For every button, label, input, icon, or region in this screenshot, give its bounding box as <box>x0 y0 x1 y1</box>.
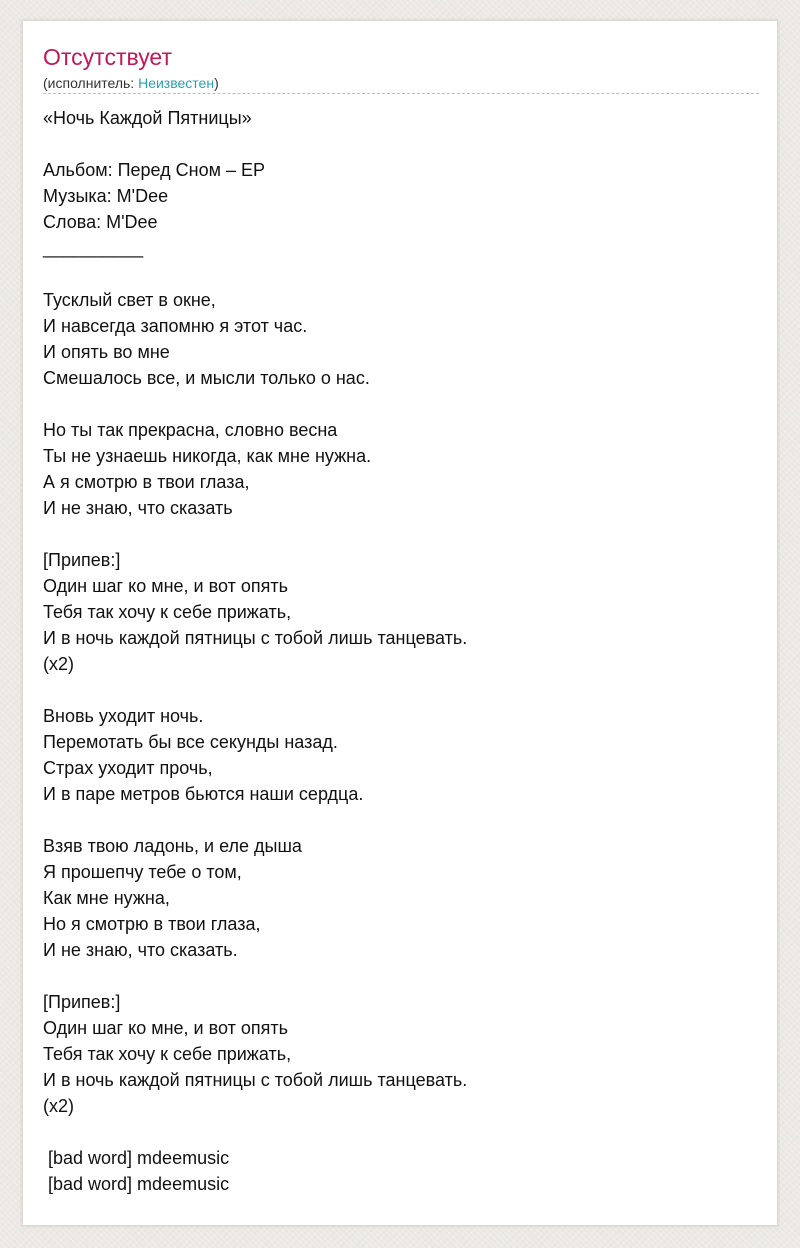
lyrics-line: И навсегда запомню я этот час. <box>43 316 308 336</box>
lyrics-line: Один шаг ко мне, и вот опять <box>43 576 288 596</box>
lyrics-line: [bad word] mdeemusic <box>43 1148 230 1168</box>
lyrics-blank-line <box>43 677 759 703</box>
lyrics-line: Тебя так хочу к себе прижать, <box>43 1044 292 1064</box>
lyrics-line: Альбом: Перед Сном – EP <box>43 160 266 180</box>
lyrics-line: Перемотать бы все секунды назад. <box>43 732 338 752</box>
lyrics-line: (x2) <box>43 654 74 674</box>
lyrics-line: Музыка: M'Dee <box>43 186 169 206</box>
lyrics-blank-line <box>43 521 759 547</box>
lyrics-line: А я смотрю в твои глаза, <box>43 472 250 492</box>
lyrics-line: Тусклый свет в окне, <box>43 290 216 310</box>
lyrics-line: [Припев:] <box>43 550 121 570</box>
lyrics-line: Но я смотрю в твои глаза, <box>43 914 261 934</box>
lyrics-line: И в паре метров бьются наши сердца. <box>43 784 364 804</box>
artist-suffix: ) <box>214 75 219 91</box>
artist-prefix: (исполнитель: <box>43 75 139 91</box>
song-title: Отсутствует <box>43 44 172 70</box>
lyrics-blank-line <box>43 1119 759 1145</box>
lyrics-line: Взяв твою ладонь, и еле дыша <box>43 836 302 856</box>
lyrics-blank-line <box>43 807 759 833</box>
lyrics-line: Как мне нужна, <box>43 888 170 908</box>
lyrics-line: Смешалось все, и мысли только о нас. <box>43 368 370 388</box>
lyrics-line: И опять во мне <box>43 342 170 362</box>
lyrics-blank-line <box>43 391 759 417</box>
lyrics-line: И не знаю, что сказать. <box>43 940 238 960</box>
lyrics-line: __________ <box>43 238 144 258</box>
artist-line <box>43 74 219 92</box>
lyrics-blank-line <box>43 261 759 287</box>
lyrics-blank-line <box>43 131 759 157</box>
lyrics-line: Но ты так прекрасна, словно весна <box>43 420 338 440</box>
lyrics-line: Страх уходит прочь, <box>43 758 213 778</box>
lyrics-line: [Припев:] <box>43 992 121 1012</box>
lyrics-line: Я прошепчу тебе о том, <box>43 862 242 882</box>
lyrics-blank-line <box>43 963 759 989</box>
lyrics-line: И в ночь каждой пятницы с тобой лишь танцевать. <box>43 1070 468 1090</box>
lyrics-line: Ты не узнаешь никогда, как мне нужна. <box>43 446 372 466</box>
lyrics-line: Вновь уходит ночь. <box>43 706 204 726</box>
lyrics-line: Тебя так хочу к себе прижать, <box>43 602 292 622</box>
lyrics-line: Слова: M'Dee <box>43 212 158 232</box>
lyrics-line: «Ночь Каждой Пятницы» <box>43 108 252 128</box>
lyrics-line: [bad word] mdeemusic <box>43 1174 230 1194</box>
lyrics-line: Один шаг ко мне, и вот опять <box>43 1018 288 1038</box>
header-divider <box>43 93 759 94</box>
lyrics-line: И в ночь каждой пятницы с тобой лишь танцевать. <box>43 628 468 648</box>
lyrics-card <box>22 20 778 1226</box>
lyrics-line: И не знаю, что сказать <box>43 498 233 518</box>
lyrics-line: (x2) <box>43 1096 74 1116</box>
artist-link[interactable]: Неизвестен <box>138 75 215 91</box>
lyrics-text <box>43 105 759 1197</box>
